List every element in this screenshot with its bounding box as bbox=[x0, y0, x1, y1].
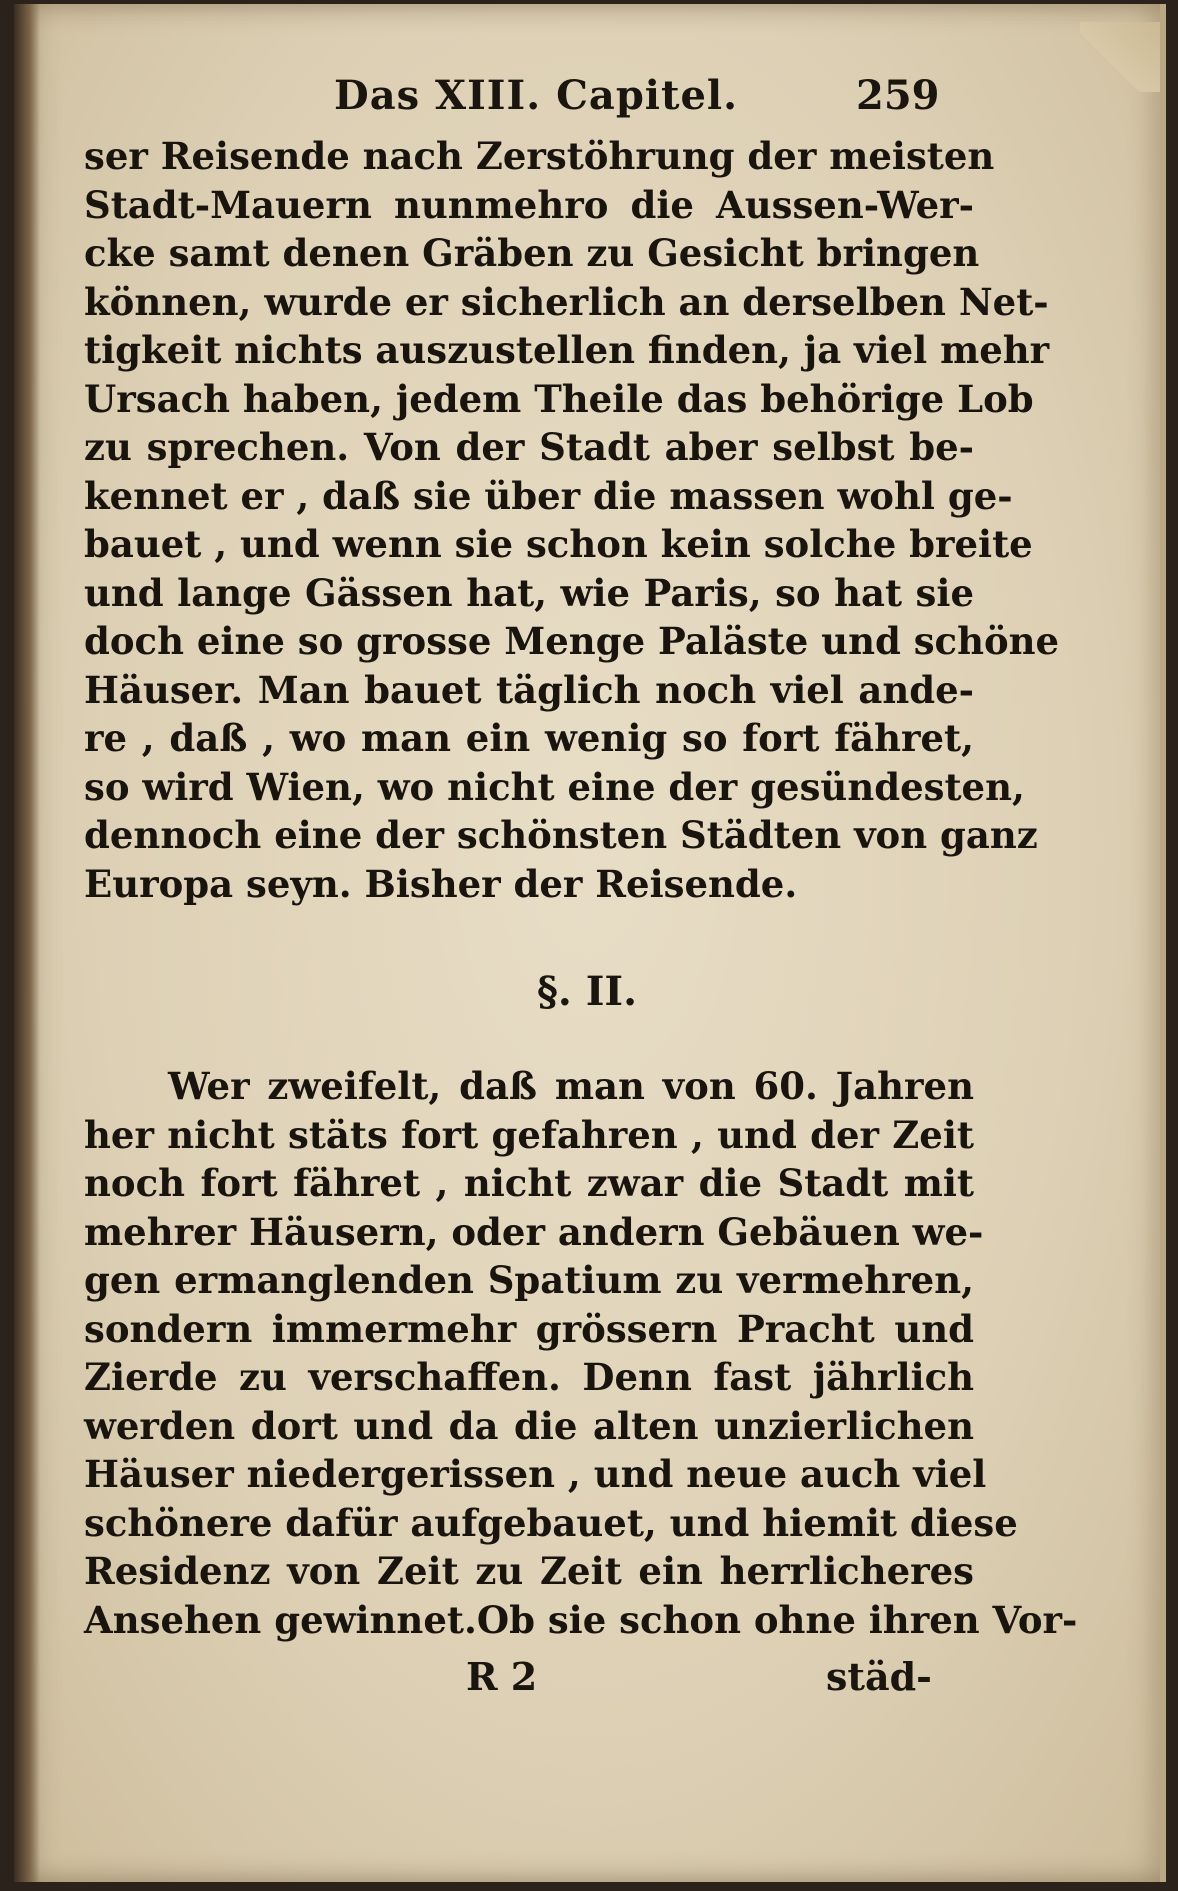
text-line: noch fort fähret , nicht zwar die Stadt mit bbox=[84, 1161, 974, 1205]
text-line: sondern immermehr grössern Pracht und bbox=[84, 1306, 974, 1351]
text-line: Zierde zu verschaffen. Denn fast jährlich bbox=[84, 1355, 974, 1399]
text-line: mehrer Häusern, oder andern Gebäuen we- bbox=[84, 1209, 984, 1254]
section-heading: §. II. bbox=[536, 968, 638, 1015]
text-line: her nicht stäts fort gefahren , und der Zeit bbox=[84, 1112, 974, 1157]
text-line: Residenz von Zeit zu Zeit ein herrlicheres bbox=[84, 1549, 974, 1593]
text-line: so wird Wien, wo nicht eine der gesündesten, bbox=[84, 764, 1025, 809]
text-line: bauet , und wenn sie schon kein solche breite bbox=[84, 522, 1033, 566]
text-line: Europa seyn. Bisher der Reisende. bbox=[84, 861, 798, 906]
book-page bbox=[14, 4, 1166, 1882]
text-line: Ansehen gewinnet.Ob sie schon ohne ihren Vor- bbox=[84, 1597, 1078, 1642]
catchword: städ- bbox=[826, 1654, 932, 1699]
text-line: Ursach haben, jedem Theile das behörige Lob bbox=[84, 376, 1034, 421]
text-line: Häuser. Man bauet täglich noch viel ande- bbox=[84, 667, 974, 712]
text-line: ser Reisende nach Zerstöhrung der meisten bbox=[84, 134, 995, 178]
text-line: können, wurde er sicherlich an derselben Net- bbox=[84, 279, 1049, 324]
text-line: doch eine so grosse Menge Paläste und schöne bbox=[84, 619, 1060, 663]
text-line: schönere dafür aufgebauet, und hiemit diese bbox=[84, 1500, 1018, 1545]
text-line: tigkeit nichts auszustellen finden, ja viel mehr bbox=[84, 328, 1050, 372]
text-line: Wer zweifelt, daß man von 60. Jahren bbox=[168, 1064, 974, 1108]
text-line: dennoch eine der schönsten Städten von ganz bbox=[84, 813, 1038, 857]
signature-mark: R 2 bbox=[466, 1654, 538, 1699]
text-line: und lange Gässen hat, wie Paris, so hat sie bbox=[84, 570, 974, 615]
page-footer bbox=[14, 1654, 1160, 1704]
paragraph-1 bbox=[84, 132, 1060, 908]
page-gutter bbox=[14, 4, 40, 1882]
page-number: 259 bbox=[856, 72, 940, 119]
paragraph-2 bbox=[84, 1062, 1078, 1644]
text-line: cke samt denen Gräben zu Gesicht bringen bbox=[84, 231, 980, 275]
text-line: Häuser niedergerissen , und neue auch viel bbox=[84, 1452, 987, 1496]
text-line: gen ermanglenden Spatium zu vermehren, bbox=[84, 1258, 974, 1302]
text-line: re , daß , wo man ein wenig so fort fähret, bbox=[84, 716, 974, 760]
page-header bbox=[14, 72, 1160, 126]
text-line: werden dort und da die alten unzierlichen bbox=[84, 1403, 974, 1448]
text-line: zu sprechen. Von der Stadt aber selbst be- bbox=[84, 425, 974, 469]
text-line: Stadt-Mauern nunmehro die Aussen-Wer- bbox=[84, 182, 974, 227]
text-line: kennet er , daß sie über die massen wohl ge- bbox=[84, 473, 1013, 518]
running-title: Das XIII. Capitel. bbox=[334, 72, 739, 119]
